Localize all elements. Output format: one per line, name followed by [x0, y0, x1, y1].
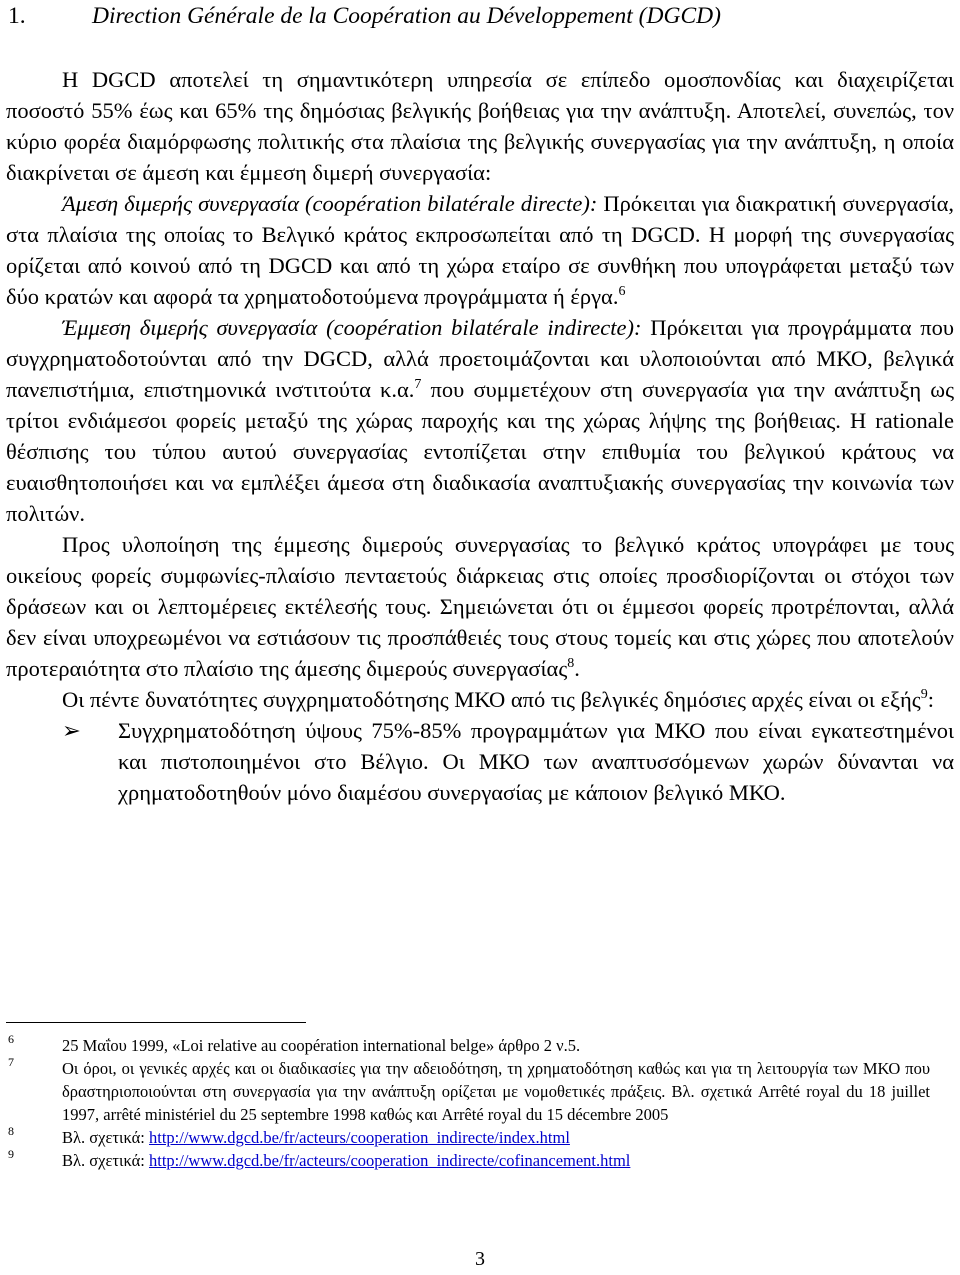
framework-agreements-text: Προς υλοποίηση της έμμεσης διμερούς συνεργασίας το βελγικό κράτος υπογράφει με τους οικείους φορείς συμφωνίες-πλαίσιο πενταετούς διάρκειας στις οποίες προσδιορίζονται οι στόχοι των δράσεων και οι λεπτομέρειες εκτέλεσής τους. Σημειώνεται ότι οι έμμεσοι φορείς προτρέπονται, αλλά δεν είναι υποχρεωμένοι να εστιάσουν τις προσπάθειές τους στους τομείς και στις χώρες που αποτελούν προτεραιότητα στο πλαίσιο της άμεσης διμερούς συνεργασίας [6, 532, 954, 681]
section-title: Direction Générale de la Coopération au Développement (DGCD) [92, 3, 721, 29]
paragraph-indirect-cooperation [6, 312, 954, 529]
footnote-number: 7 [8, 1055, 14, 1069]
paragraph-intro [6, 64, 954, 188]
direct-cooperation-term: Άμεση διμερής συνεργασία (coopération bilatérale directe): [62, 191, 598, 216]
footnote-ref-7[interactable]: 7 [414, 377, 422, 392]
indirect-cooperation-text-a: Πρόκειται για προγράμματα που συγχρηματοδοτούνται από την DGCD, αλλά προετοιμάζονται και υλοποιούνται από ΜΚΟ, βελγικά πανεπιστήμια, επιστημονικά ινστιτούτα κ.α. [6, 315, 954, 402]
footnote-8 [0, 1126, 930, 1149]
footnote-ref-6[interactable]: 6 [618, 284, 626, 299]
list-item [6, 715, 954, 808]
footnote-text: 25 Μαΐου 1999, «Loi relative au coopération international belge» άρθρο 2 ν.5. [62, 1036, 581, 1055]
section-heading [8, 1, 721, 31]
arrow-bullet-icon: ➢ [62, 718, 81, 743]
footnote-ref-8[interactable]: 8 [567, 656, 575, 671]
footnote-ref-9[interactable]: 9 [920, 687, 928, 702]
footnote-number: 8 [8, 1124, 14, 1138]
section-number: 1. [8, 3, 26, 29]
footnote-prefix: Βλ. σχετικά: [62, 1151, 149, 1170]
footnote-number: 6 [8, 1032, 14, 1046]
paragraph-framework-agreements [6, 529, 954, 684]
paragraph-direct-cooperation [6, 188, 954, 312]
indirect-cooperation-term: Έμμεση διμερής συνεργασία (coopération bilatérale indirecte): [62, 315, 642, 340]
framework-agreements-end: . [574, 656, 580, 681]
paragraph-cofinancing-options [6, 684, 954, 715]
footnote-link-dgcd-cofinancement[interactable]: http://www.dgcd.be/fr/acteurs/cooperation_indirecte/cofinancement.html [149, 1151, 631, 1170]
list-item-text: Συγχρηματοδότηση ύψους 75%-85% προγραμμάτων για ΜΚΟ που είναι εγκατεστημένοι και πιστοποιημένοι στο Βέλγιο. Οι ΜΚΟ των αναπτυσσόμενων χωρών δύνανται να χρηματοδοτηθούν μόνο διαμέσου συνεργασίας με κάποιον βελγικό ΜΚΟ. [118, 718, 954, 805]
paragraph-intro-text: Η DGCD αποτελεί τη σημαντικότερη υπηρεσία σε επίπεδο ομοσπονδίας και διαχειρίζεται ποσοστό 55% έως και 65% της δημόσιας βελγικής βοήθειας για την ανάπτυξη. Αποτελεί, συνεπώς, τον κύριο φορέα διαμόρφωσης πολιτικής στα πλαίσια της βελγικής συνεργασίας για την ανάπτυξη, η οποία διακρίνεται σε άμεση και έμμεση διμερή συνεργασία: [6, 67, 954, 185]
direct-cooperation-text: Πρόκειται για διακρατική συνεργασία, στα πλαίσια της οποίας το Βελγικό κράτος εκπροσωπείται από τη DGCD. Η μορφή της συνεργασίας ορίζεται από κοινού από τη DGCD και από τη χώρα εταίρο σε συνθήκη που υπογράφεται μεταξύ των δύο κρατών και αφορά τα χρηματοδοτούμενα προγράμματα ή έργα. [6, 191, 954, 309]
footnote-prefix: Βλ. σχετικά: [62, 1128, 149, 1147]
footnotes [0, 1034, 930, 1172]
footnote-separator [6, 1022, 306, 1023]
cofinancing-options-end: : [927, 687, 934, 712]
page-number: 3 [475, 1248, 485, 1270]
body-text [6, 64, 954, 808]
cofinancing-options-text: Οι πέντε δυνατότητες συγχρηματοδότησης ΜΚΟ από τις βελγικές δημόσιες αρχές είναι οι εξής [62, 687, 921, 712]
footnote-9 [0, 1149, 930, 1172]
footnote-link-dgcd-index[interactable]: http://www.dgcd.be/fr/acteurs/cooperation_indirecte/index.html [149, 1128, 570, 1147]
footnote-7 [0, 1057, 930, 1126]
footnote-6 [0, 1034, 930, 1057]
footnote-number: 9 [8, 1147, 14, 1161]
footnote-text: Οι όροι, οι γενικές αρχές και οι διαδικασίες για την αδειοδότηση, τη χρηματοδότηση καθώς και για τη λειτουργία των ΜΚΟ που δραστηριοποιούνται στη συνεργασία για την ανάπτυξη ορίζεται με νομοθετικές πράξεις. Βλ. σχετικά Arrêté royal du 18 juillet 1997, arrêté ministériel du 25 septembre 1998 καθώς και Arrêté royal du 15 décembre 2005 [62, 1059, 930, 1124]
indirect-cooperation-text-b: που συμμετέχουν στη συνεργασία για την ανάπτυξη ως τρίτοι ενδιάμεσοι φορείς μεταξύ της χώρας παροχής και της χώρας λήψης της βοήθειας. Η rationale θέσπισης του τύπου αυτού συνεργασίας εντοπίζεται στην επιθυμία του βελγικού κράτους να ευαισθητοποιήσει και να εμπλέξει άμεσα στη διαδικασία αναπτυξιακής συνεργασίας την κοινωνία των πολιτών. [6, 377, 954, 526]
